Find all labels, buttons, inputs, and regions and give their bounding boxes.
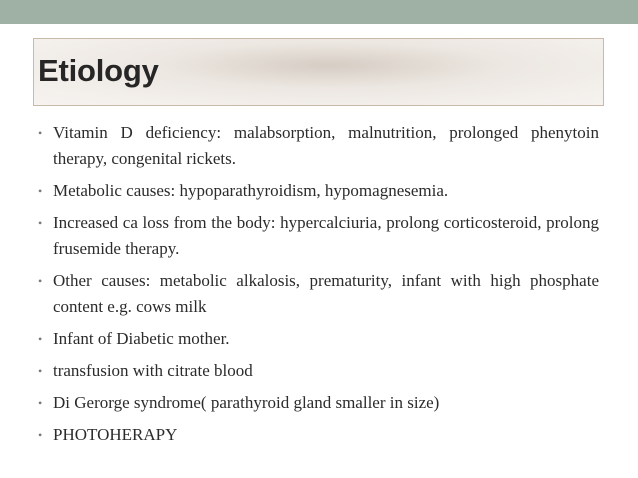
top-accent-band [0,0,638,24]
bullet-icon: • [38,216,43,230]
bullet-icon: • [38,126,43,140]
bullet-text: PHOTOHERAPY [53,425,178,444]
list-item [38,326,599,352]
bullet-text: Metabolic causes: hypoparathyroidism, hypomagnesemia. [53,181,449,200]
title-box [33,38,604,106]
list-item [38,210,599,262]
bullet-icon: • [38,184,43,198]
list-item [38,120,599,172]
bullet-text: Increased ca loss from the body: hypercalciuria, prolong corticosteroid, prolong frusemide therapy. [53,213,599,258]
list-item [38,390,599,416]
list-item [38,358,599,384]
bullet-icon: • [38,332,43,346]
slide-title: Etiology [38,53,159,88]
bullet-text: Other causes: metabolic alkalosis, prematurity, infant with high phosphate content e.g. cows milk [53,271,599,316]
bullet-icon: • [38,274,43,288]
bullet-text: transfusion with citrate blood [53,361,253,380]
bullet-icon: • [38,428,43,442]
bullet-icon: • [38,364,43,378]
list-item [38,268,599,320]
list-item [38,178,599,204]
bullet-icon: • [38,396,43,410]
bullet-text: Di Gerorge syndrome( parathyroid gland smaller in size) [53,393,440,412]
bullet-text: Infant of Diabetic mother. [53,329,230,348]
bullet-list [38,120,599,454]
bullet-text: Vitamin D deficiency: malabsorption, malnutrition, prolonged phenytoin therapy, congenital rickets. [53,123,599,168]
list-item [38,422,599,448]
